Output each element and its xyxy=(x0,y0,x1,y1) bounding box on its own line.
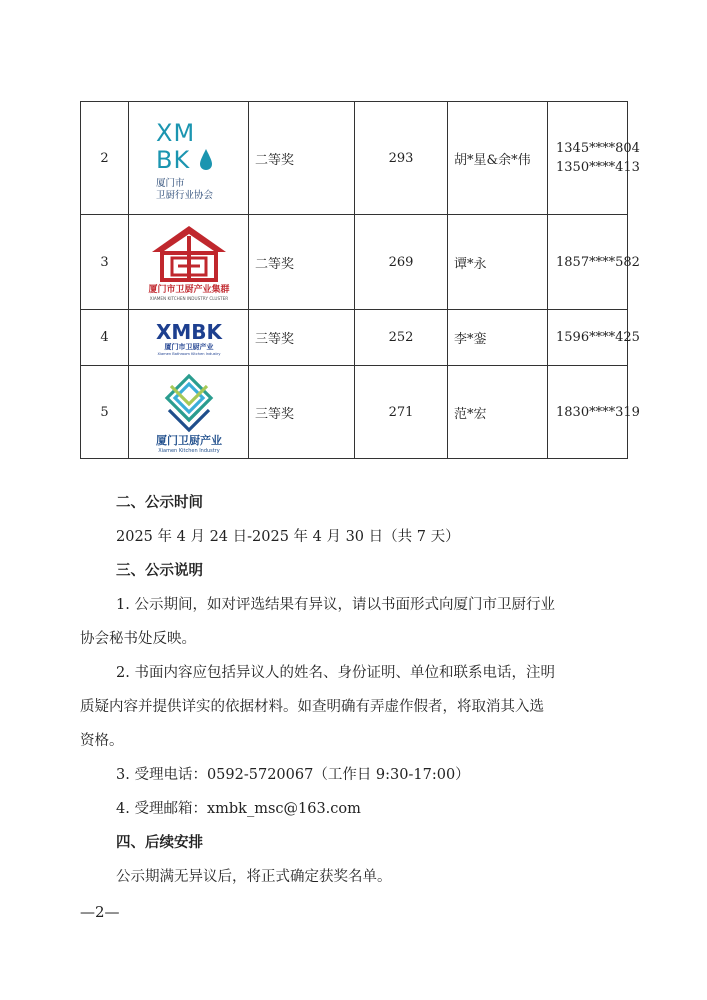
xiamen-kitchen-industry-logo xyxy=(139,370,239,454)
logo-text-line2: BK xyxy=(155,146,190,174)
score-cell: 269 xyxy=(355,215,448,310)
logo-caption2: Xiamen Kitchen Industry xyxy=(157,448,220,454)
winner-name-cell: 胡*星&余*伟 xyxy=(448,102,548,215)
logo-caption1: 厦门市卫厨产业集群 xyxy=(147,285,230,295)
note-1-line2: 协会秘书处反映。 xyxy=(80,631,196,647)
note-3-phone: 3. 受理电话：0592-5720067（工作日 9:30-17:00） xyxy=(116,767,470,783)
rank-cell: 4 xyxy=(81,310,129,366)
logo-caption1: 厦门市卫厨产业 xyxy=(164,342,213,351)
phone-number: 1857****582 xyxy=(556,254,640,270)
award-cell: 二等奖 xyxy=(249,102,355,215)
xmbk-industry-logo xyxy=(144,317,234,359)
winner-name-cell: 李*銮 xyxy=(448,310,548,366)
section-heading-notes: 三、公示说明 xyxy=(116,562,203,579)
award-cell: 二等奖 xyxy=(249,215,355,310)
logo-cell xyxy=(129,102,249,215)
logo-text-line1: XM xyxy=(155,119,195,147)
section-heading-publicity-period: 二、公示时间 xyxy=(116,494,203,511)
knot-emblem-icon xyxy=(167,376,211,430)
logo-cell xyxy=(129,366,249,459)
logo-mark: XMBK xyxy=(155,319,222,344)
phone-cell xyxy=(548,215,640,310)
logo-caption1: 厦门市 xyxy=(155,178,185,189)
awards-table xyxy=(80,101,640,459)
logo-cell xyxy=(129,215,249,310)
score-cell: 293 xyxy=(355,102,448,215)
water-drop-icon xyxy=(200,149,212,170)
rank-cell: 5 xyxy=(81,366,129,459)
note-2-line3: 资格。 xyxy=(80,733,124,749)
followup-text: 公示期满无异议后，将正式确定获奖名单。 xyxy=(116,869,392,885)
phone-cell xyxy=(548,102,640,215)
logo-caption2: XIAMEN KITCHEN INDUSTRY CLUSTER xyxy=(149,296,228,301)
xmbk-association-logo xyxy=(144,113,234,203)
publicity-period-text: 2025 年 4 月 24 日-2025 年 4 月 30 日（共 7 天） xyxy=(116,529,460,545)
logo-caption2: Xiamen Bathroom Kitchen Industry xyxy=(156,351,221,356)
logo-caption1: 厦门卫厨产业 xyxy=(155,434,222,447)
table-row xyxy=(81,102,628,215)
phone-number: 1345****804 xyxy=(556,141,640,156)
note-2-line2: 质疑内容并提供详实的依据材料。如查明确有弄虚作假者，将取消其入选 xyxy=(80,699,544,715)
score-cell: 252 xyxy=(355,310,448,366)
winner-name-cell: 谭*永 xyxy=(448,215,548,310)
winner-name-cell: 范*宏 xyxy=(448,366,548,459)
award-cell: 三等奖 xyxy=(249,310,355,366)
table-row xyxy=(81,215,628,310)
note-2-line1: 2. 书面内容应包括异议人的姓名、身份证明、单位和联系电话，注明 xyxy=(116,665,555,681)
logo-cell xyxy=(129,310,249,366)
phone-number: 1350****413 xyxy=(556,160,640,175)
phone-cell xyxy=(548,366,640,459)
award-cell: 三等奖 xyxy=(249,366,355,459)
phone-cell xyxy=(548,310,640,366)
note-1-line1: 1. 公示期间，如对评选结果有异议，请以书面形式向厦门市卫厨行业 xyxy=(116,597,555,613)
phone-number: 1830****319 xyxy=(556,404,640,420)
page-number: —2— xyxy=(80,903,120,921)
table-row xyxy=(81,366,628,459)
logo-caption2: 卫厨行业协会 xyxy=(155,190,213,201)
xiamen-kitchen-industry-cluster-logo xyxy=(134,222,244,302)
section-heading-followup: 四、后续安排 xyxy=(116,834,203,851)
rank-cell: 3 xyxy=(81,215,129,310)
note-4-email: 4. 受理邮箱：xmbk_msc@163.com xyxy=(116,801,361,817)
score-cell: 271 xyxy=(355,366,448,459)
table-row xyxy=(81,310,628,366)
rank-cell: 2 xyxy=(81,102,129,215)
phone-number: 1596****425 xyxy=(556,330,640,345)
